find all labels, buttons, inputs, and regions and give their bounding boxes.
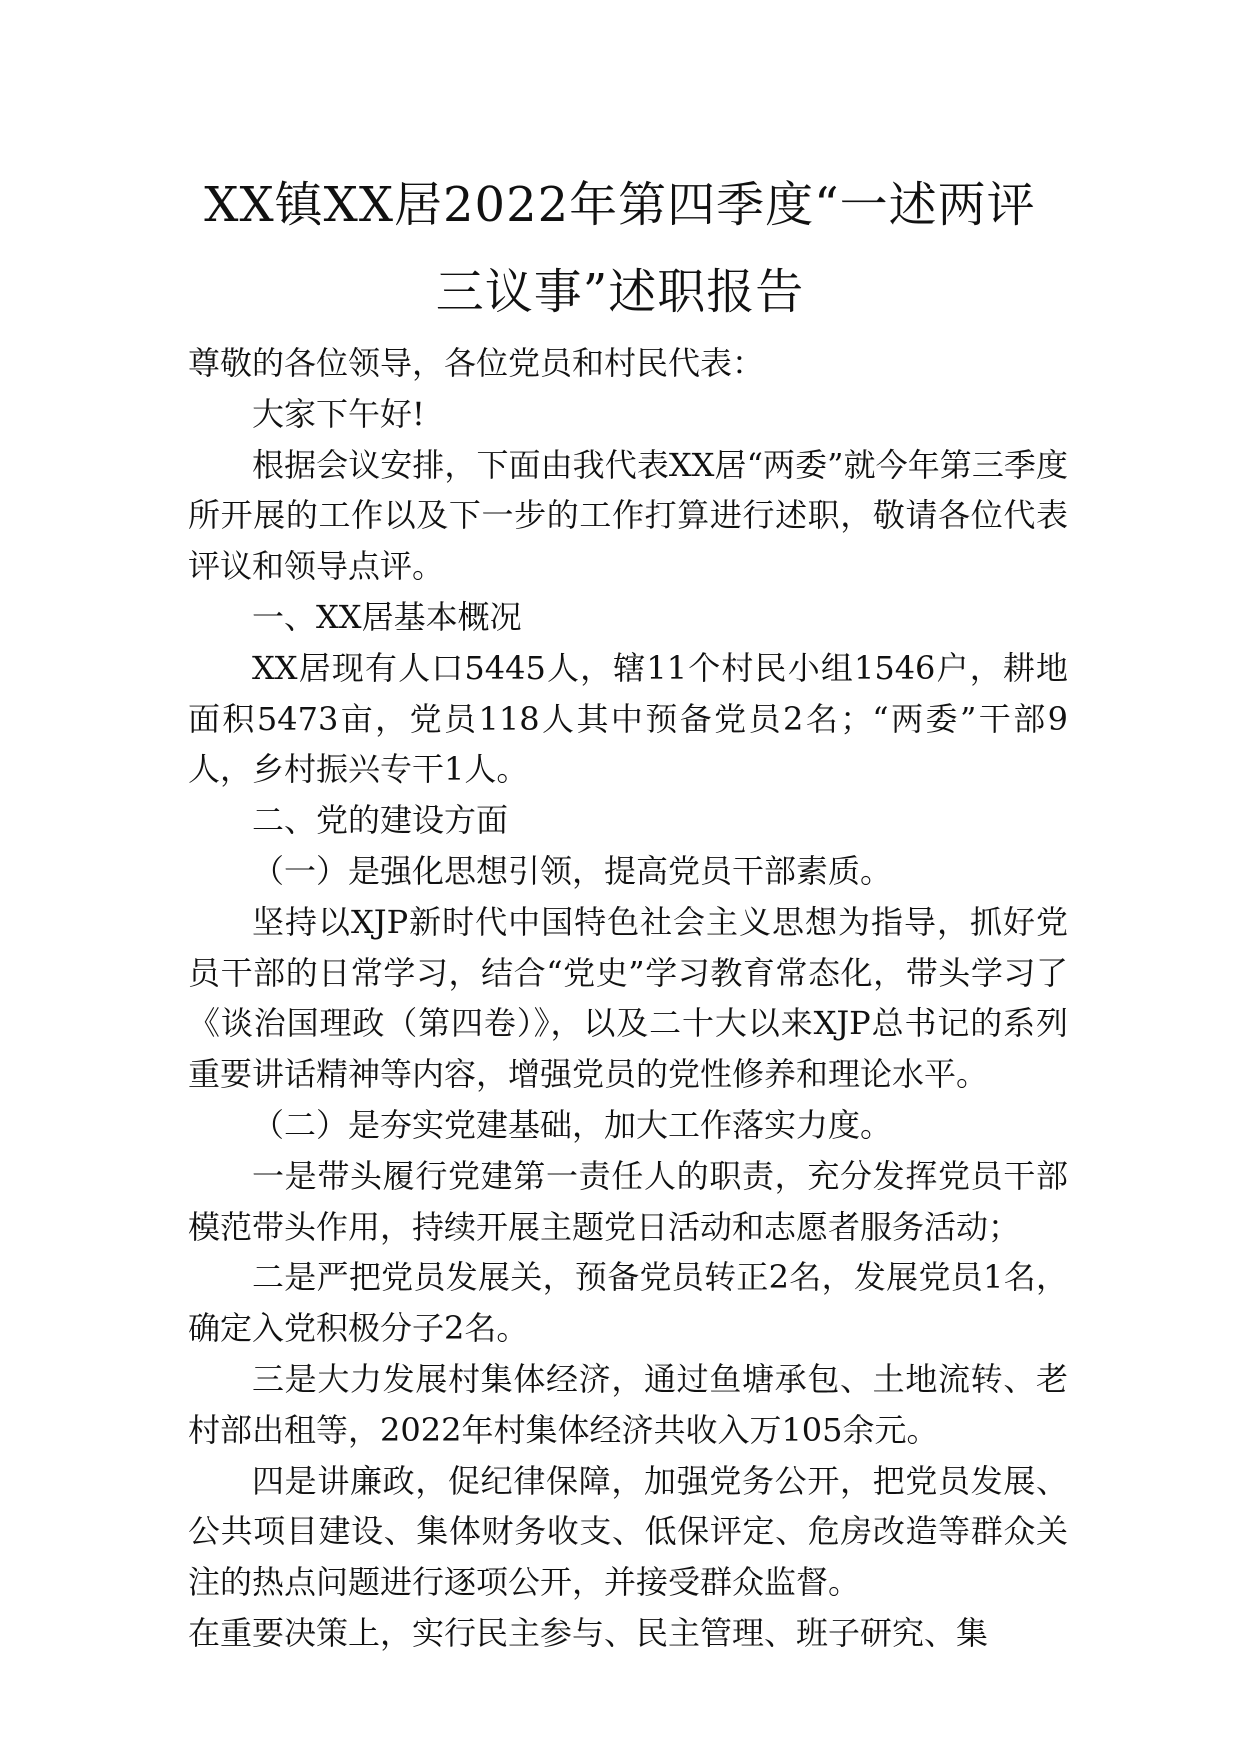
- document-body: [188, 338, 1068, 1659]
- section-heading-party-building: 二、党的建设方面: [252, 801, 509, 840]
- item-paragraph-1: 一是带头履行党建第一责任人的职责，充分发挥党员干部模范带头作用，持续开展主题党日活动和志愿者服务活动；: [188, 1156, 1068, 1246]
- decision-paragraph: 在重要决策上，实行民主参与、民主管理、班子研究、集: [188, 1613, 989, 1652]
- salutation: 尊敬的各位领导，各位党员和村民代表：: [188, 344, 765, 382]
- subsection-heading-1: （一）是强化思想引领，提高党员干部素质。: [252, 851, 893, 890]
- document-title-line-2: 三议事”述职报告: [435, 264, 805, 320]
- intro-paragraph: 根据会议安排，下面由我代表XX居“两委”就今年第三季度所开展的工作以及下一步的工作打算进行述职，敬请各位代表评议和领导点评。: [188, 445, 1068, 586]
- item-paragraph-3: 三是大力发展村集体经济，通过鱼塘承包、土地流转、老村部出租等，2022年村集体经济共收入万105余元。: [188, 1359, 1068, 1449]
- item-paragraph-2: 二是严把党员发展关，预备党员转正2名，发展党员1名，确定入党积极分子2名。: [188, 1258, 1068, 1348]
- subsection-heading-2: （二）是夯实党建基础，加大工作落实力度。: [252, 1105, 893, 1144]
- section-heading-overview: 一、XX居基本概况: [252, 597, 522, 636]
- study-paragraph: 坚持以XJP新时代中国特色社会主义思想为指导，抓好党员干部的日常学习，结合“党史”学习教育常态化，带头学习了《谈治国理政（第四卷）》，以及二十大以来XJP总书记的系列重要讲话精神等内容，增强党员的党性修养和理论水平。: [188, 902, 1068, 1094]
- overview-paragraph: XX居现有人口5445人，辖11个村民小组1546户，耕地面积5473亩，党员118人其中预备党员2名；“两委”干部9人，乡村振兴专干1人。: [188, 648, 1068, 789]
- document-title-line-1: XX镇XX居2022年第四季度“一述两评: [204, 177, 1036, 233]
- item-paragraph-4: 四是讲廉政，促纪律保障，加强党务公开，把党员发展、公共项目建设、集体财务收支、低保评定、危房改造等群众关注的热点问题进行逐项公开，并接受群众监督。: [188, 1461, 1068, 1602]
- greeting: 大家下午好!: [252, 394, 425, 433]
